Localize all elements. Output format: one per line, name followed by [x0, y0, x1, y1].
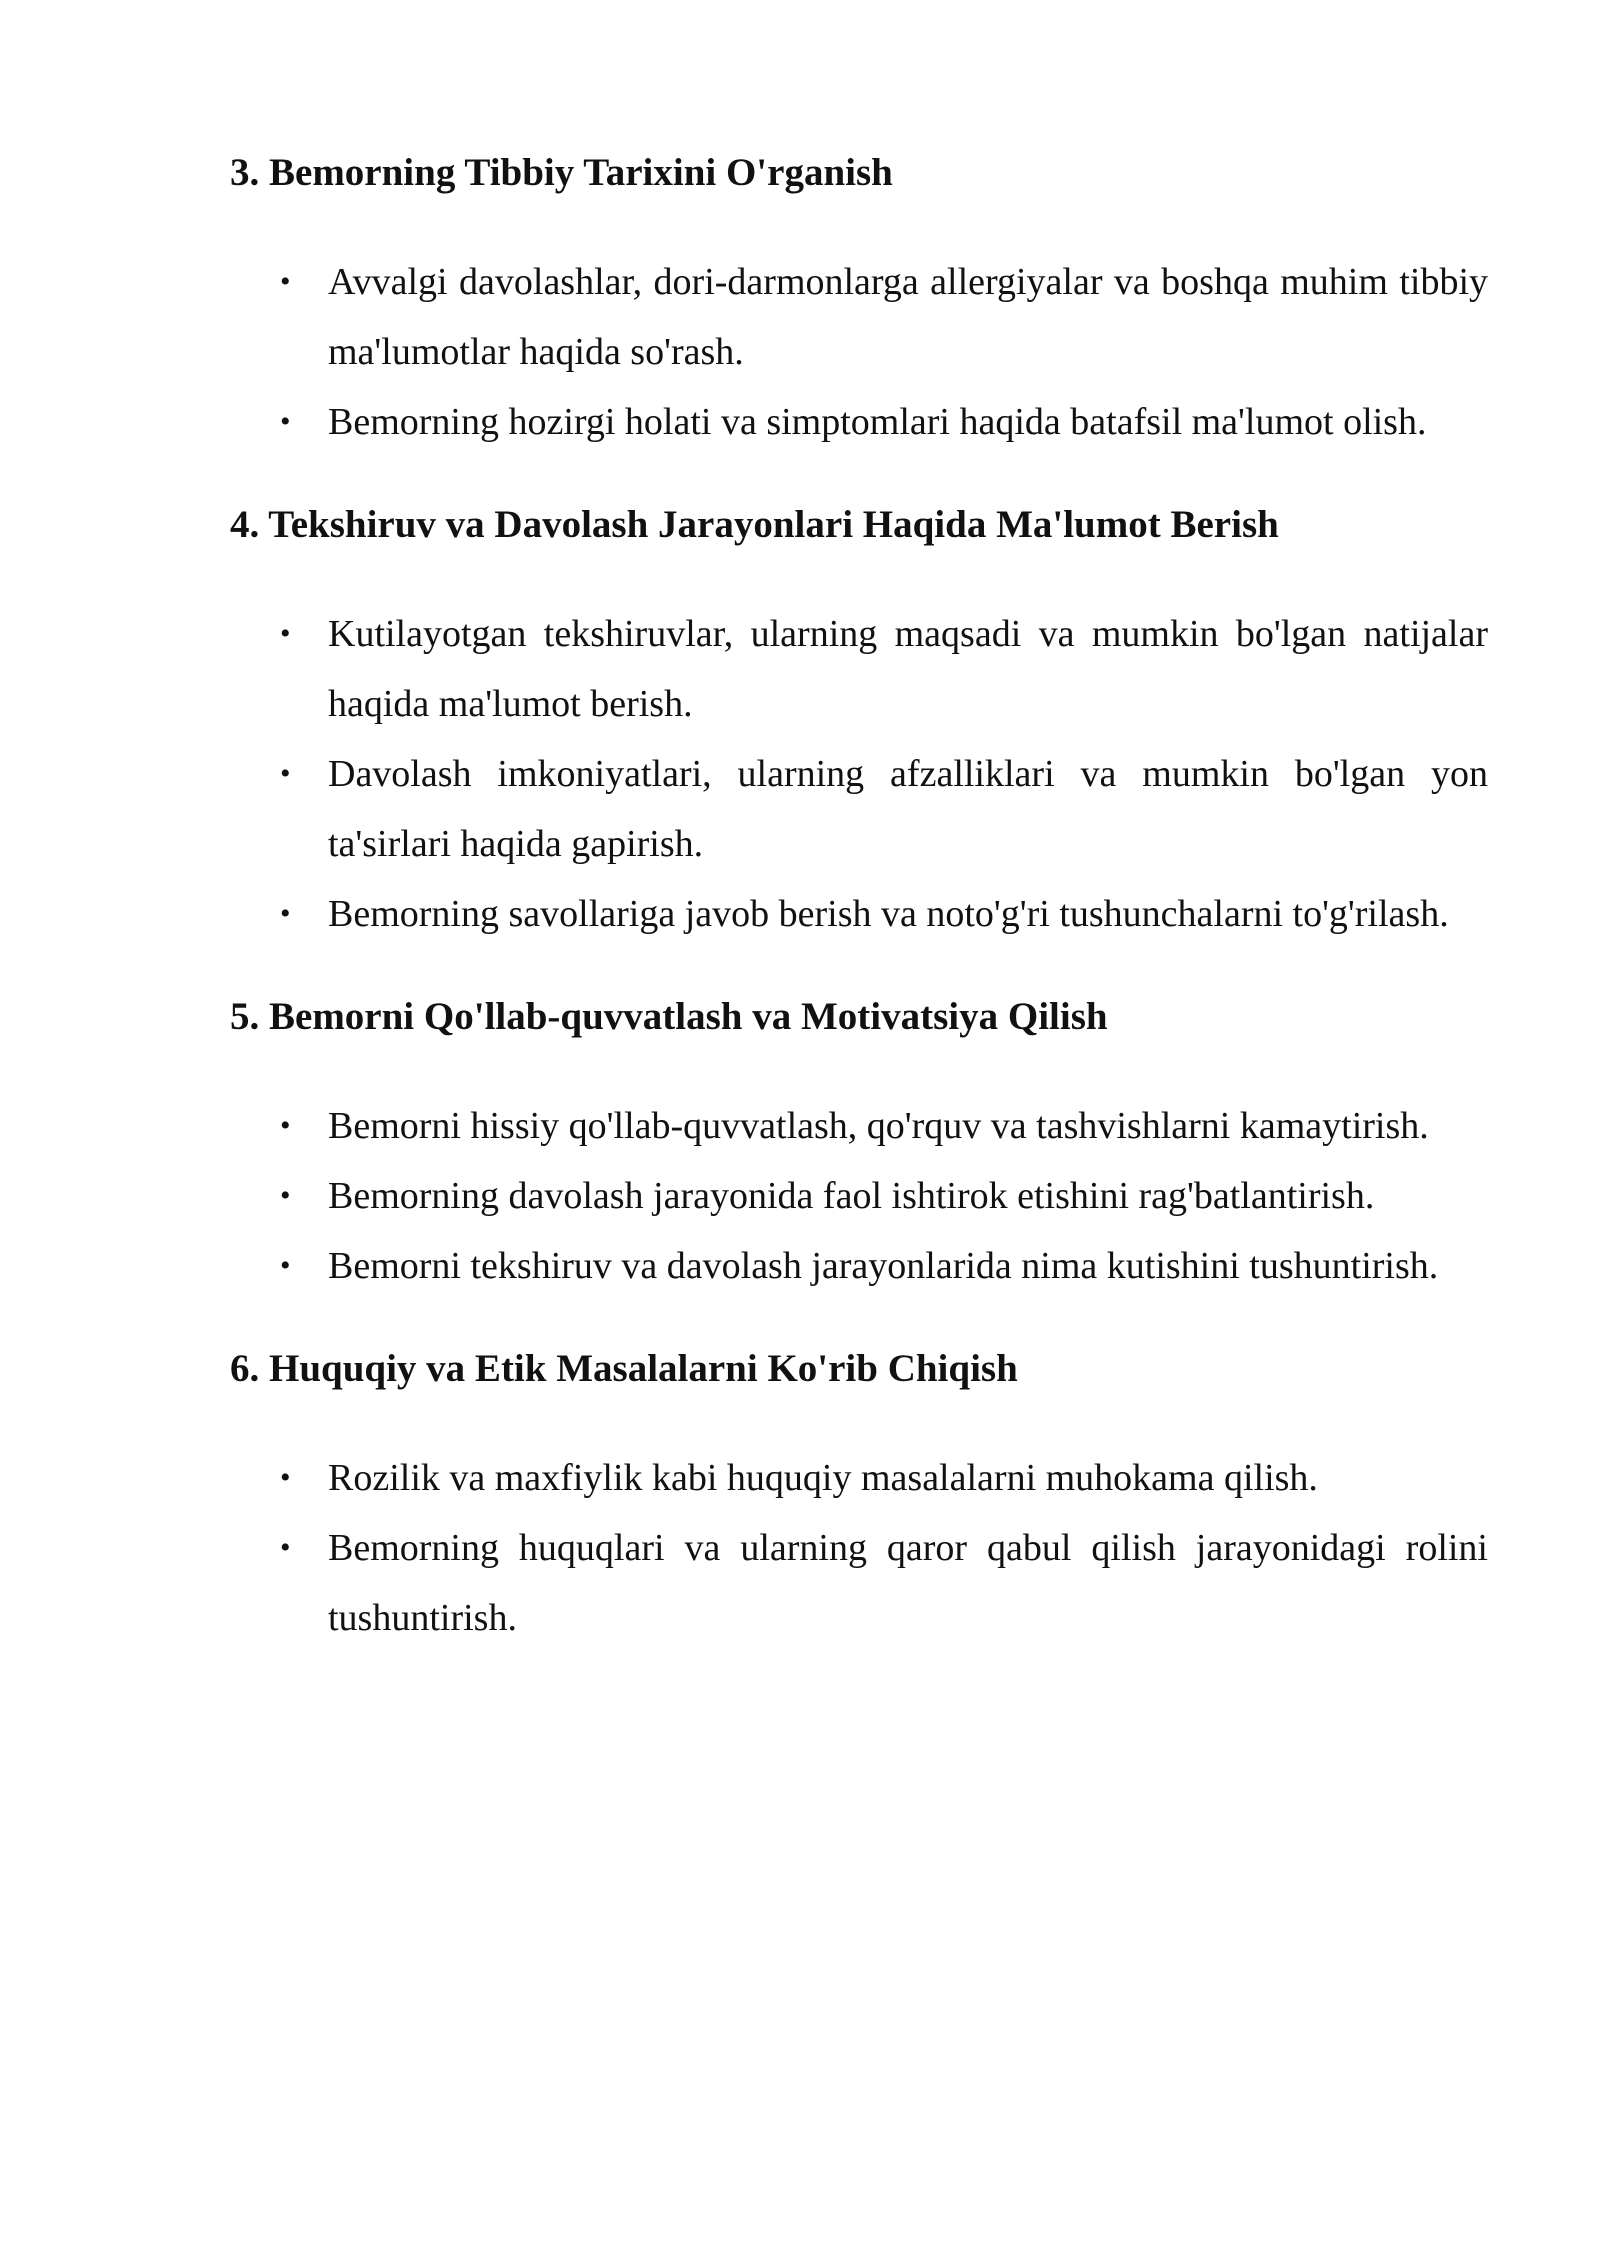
bullet-list — [230, 1443, 1488, 1653]
bullet-marker: • — [280, 405, 291, 438]
list-item-text: Bemorning savollariga javob berish va noto'g'ri tushunchalarni to'g'rilash. — [328, 893, 1449, 935]
bullet-marker: • — [280, 897, 291, 930]
section-4 — [230, 500, 1488, 949]
list-item — [230, 599, 1488, 739]
list-item — [230, 879, 1488, 949]
list-item-text: Bemorning davolash jarayonida faol ishtirok etishini rag'batlantirish. — [328, 1175, 1375, 1217]
bullet-list — [230, 247, 1488, 457]
list-item — [230, 1091, 1488, 1161]
bullet-marker: • — [280, 617, 291, 650]
list-item-text: Kutilayotgan tekshiruvlar, ularning maqsadi va mumkin bo'lgan natijalar haqida ma'lumot berish. — [328, 613, 1488, 725]
list-item — [230, 387, 1488, 457]
bullet-marker: • — [280, 1249, 291, 1282]
list-item-text: Bemorning huquqlari va ularning qaror qabul qilish jarayonidagi rolini tushuntirish. — [328, 1527, 1488, 1639]
bullet-marker: • — [280, 1531, 291, 1564]
section-3 — [230, 148, 1488, 457]
section-heading: 5. Bemorni Qo'llab-quvvatlash va Motivatsiya Qilish — [230, 995, 1108, 1038]
bullet-list — [230, 1091, 1488, 1301]
bullet-marker: • — [280, 265, 291, 298]
section-6 — [230, 1344, 1488, 1653]
bullet-marker: • — [280, 1109, 291, 1142]
section-5 — [230, 992, 1488, 1301]
list-item — [230, 739, 1488, 879]
list-item — [230, 1161, 1488, 1231]
list-item — [230, 1443, 1488, 1513]
section-heading: 6. Huquqiy va Etik Masalalarni Ko'rib Chiqish — [230, 1347, 1018, 1390]
section-heading: 4. Tekshiruv va Davolash Jarayonlari Haqida Ma'lumot Berish — [230, 503, 1279, 546]
list-item — [230, 1513, 1488, 1653]
list-item — [230, 1231, 1488, 1301]
bullet-marker: • — [280, 1461, 291, 1494]
list-item-text: Bemorning hozirgi holati va simptomlari haqida batafsil ma'lumot olish. — [328, 401, 1427, 443]
section-heading: 3. Bemorning Tibbiy Tarixini O'rganish — [230, 151, 893, 194]
list-item-text: Avvalgi davolashlar, dori-darmonlarga allergiyalar va boshqa muhim tibbiy ma'lumotlar haqida so'rash. — [328, 261, 1488, 373]
list-item-text: Bemorni tekshiruv va davolash jarayonlarida nima kutishini tushuntirish. — [328, 1245, 1439, 1287]
document-page — [230, 148, 1488, 1696]
list-item-text: Davolash imkoniyatlari, ularning afzalliklari va mumkin bo'lgan yon ta'sirlari haqida gapirish. — [328, 753, 1488, 865]
bullet-marker: • — [280, 757, 291, 790]
bullet-marker: • — [280, 1179, 291, 1212]
list-item — [230, 247, 1488, 387]
list-item-text: Bemorni hissiy qo'llab-quvvatlash, qo'rquv va tashvishlarni kamaytirish. — [328, 1105, 1429, 1147]
list-item-text: Rozilik va maxfiylik kabi huquqiy masalalarni muhokama qilish. — [328, 1457, 1318, 1499]
bullet-list — [230, 599, 1488, 949]
